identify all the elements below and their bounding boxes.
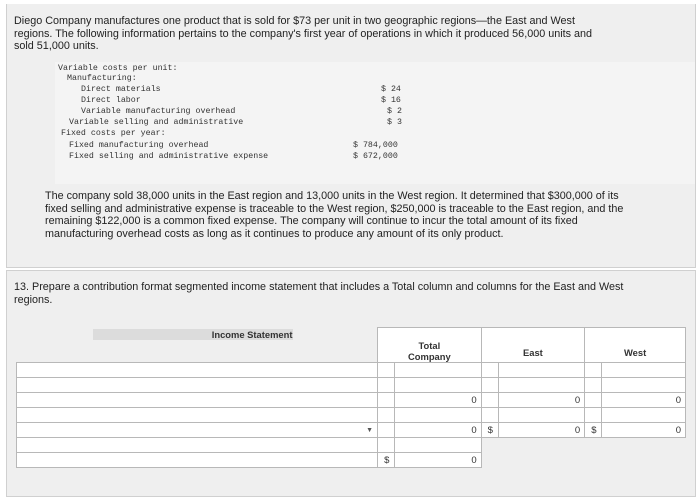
row1-east-prefix <box>481 363 498 378</box>
table-row <box>17 453 686 468</box>
row1-total-prefix <box>378 363 395 378</box>
row3-west-value: 0 <box>602 393 686 408</box>
intro-line-2: regions. The following information pertains to the company's first year of operations in which it produced 56,000 units and <box>14 27 593 40</box>
row3-total-prefix <box>378 393 395 408</box>
row1-west-input[interactable] <box>602 363 686 378</box>
row3-west-prefix <box>585 393 602 408</box>
row7-total-value: 0 <box>395 453 481 468</box>
table-row <box>17 378 686 393</box>
west-header: West <box>585 328 686 363</box>
row5-west-value: 0 <box>602 423 686 438</box>
variable-costs-header: Variable costs per unit: <box>58 64 178 73</box>
row4-total-input[interactable] <box>395 408 481 423</box>
row7-empty <box>481 453 498 468</box>
header-row <box>17 328 686 363</box>
direct-materials-label: Direct materials <box>81 85 161 94</box>
row2-total-input[interactable] <box>395 378 481 393</box>
row1-west-prefix <box>585 363 602 378</box>
row4-west-prefix <box>585 408 602 423</box>
income-statement-table <box>16 327 686 468</box>
row5-west-dollar: $ <box>585 423 602 438</box>
row5-total-prefix <box>378 423 395 438</box>
total-header-line1: Total <box>418 340 441 351</box>
row6-empty <box>585 438 602 453</box>
row1-total-input[interactable] <box>395 363 481 378</box>
row3-east-prefix <box>481 393 498 408</box>
row2-east-input[interactable] <box>498 378 584 393</box>
intro-paragraph <box>14 15 690 53</box>
row4-east-prefix <box>481 408 498 423</box>
row2-west-input[interactable] <box>602 378 686 393</box>
direct-materials-value: $ 24 <box>381 85 401 94</box>
intro-line-1: Diego Company manufactures one product that is sold for $73 per unit in two geographic regions—the East and West <box>14 15 575 27</box>
row4-west-input[interactable] <box>602 408 686 423</box>
fixed-costs-header: Fixed costs per year: <box>61 129 166 138</box>
row6-empty <box>481 438 498 453</box>
direct-labor-label: Direct labor <box>81 96 141 105</box>
row6-empty <box>498 438 584 453</box>
details-paragraph <box>45 190 695 240</box>
row5-label-select[interactable] <box>17 423 378 438</box>
income-statement-title-cell <box>17 328 378 363</box>
row2-total-prefix <box>378 378 395 393</box>
details-line-3: remaining $122,000 is a common fixed expense. The company will continue to incur the total amount of its fixed <box>45 215 578 228</box>
east-header: East <box>481 328 585 363</box>
details-line-4: manufacturing overhead costs as long as it continues to produce any amount of its only product. <box>45 227 504 240</box>
details-line-1: The company sold 38,000 units in the East region and 13,000 units in the West region. It determined that $300,000 of its <box>45 190 619 202</box>
question-line-1: 13. Prepare a contribution format segmented income statement that includes a Total column and columns for the East and West <box>14 281 624 293</box>
row6-label-input[interactable] <box>17 438 378 453</box>
variable-sga-value: $ 3 <box>387 118 402 127</box>
row4-total-prefix <box>378 408 395 423</box>
row1-east-input[interactable] <box>498 363 584 378</box>
row7-label-input[interactable] <box>17 453 378 468</box>
row7-total-dollar: $ <box>378 453 395 468</box>
fixed-sga-label: Fixed selling and administrative expense <box>69 152 269 161</box>
row6-total-input[interactable] <box>395 438 481 453</box>
table-row <box>17 408 686 423</box>
question-text <box>14 281 690 306</box>
row5-total-value: 0 <box>395 423 481 438</box>
row3-label-input[interactable] <box>17 393 378 408</box>
fixed-overhead-value: $ 784,000 <box>353 141 398 150</box>
variable-overhead-label: Variable manufacturing overhead <box>81 107 236 116</box>
row2-label-input[interactable] <box>17 378 378 393</box>
table-row <box>17 438 686 453</box>
income-statement-title: Income Statement <box>93 329 293 340</box>
row5-east-dollar: $ <box>481 423 498 438</box>
row7-empty <box>498 453 584 468</box>
variable-overhead-value: $ 2 <box>387 107 402 116</box>
row7-empty <box>602 453 686 468</box>
row7-empty <box>585 453 602 468</box>
chevron-down-icon[interactable]: ▼ <box>366 426 374 434</box>
row4-east-input[interactable] <box>498 408 584 423</box>
row6-total-prefix <box>378 438 395 453</box>
row2-west-prefix <box>585 378 602 393</box>
problem-panel <box>6 4 696 268</box>
row4-label-input[interactable] <box>17 408 378 423</box>
question-line-2: regions. <box>14 293 53 306</box>
fixed-overhead-label: Fixed manufacturing overhead <box>69 141 209 150</box>
variable-sga-label: Variable selling and administrative <box>69 118 244 127</box>
table-row <box>17 393 686 408</box>
manufacturing-header: Manufacturing: <box>67 74 137 83</box>
intro-line-3: sold 51,000 units. <box>14 40 99 53</box>
total-company-header <box>378 328 482 363</box>
total-header-line2: Company <box>407 351 451 362</box>
row1-label-input[interactable] <box>17 363 378 378</box>
table-row <box>17 363 686 378</box>
row6-empty <box>602 438 686 453</box>
table-row <box>17 423 686 438</box>
fixed-sga-value: $ 672,000 <box>353 152 398 161</box>
row5-east-value: 0 <box>498 423 584 438</box>
direct-labor-value: $ 16 <box>381 96 401 105</box>
row2-east-prefix <box>481 378 498 393</box>
row3-east-value: 0 <box>498 393 584 408</box>
details-line-2: fixed selling and administrative expense is traceable to the West region, $250,000 is traceable to the East region, and the <box>45 202 624 215</box>
cost-data-box <box>55 62 695 184</box>
row3-total-value: 0 <box>395 393 481 408</box>
